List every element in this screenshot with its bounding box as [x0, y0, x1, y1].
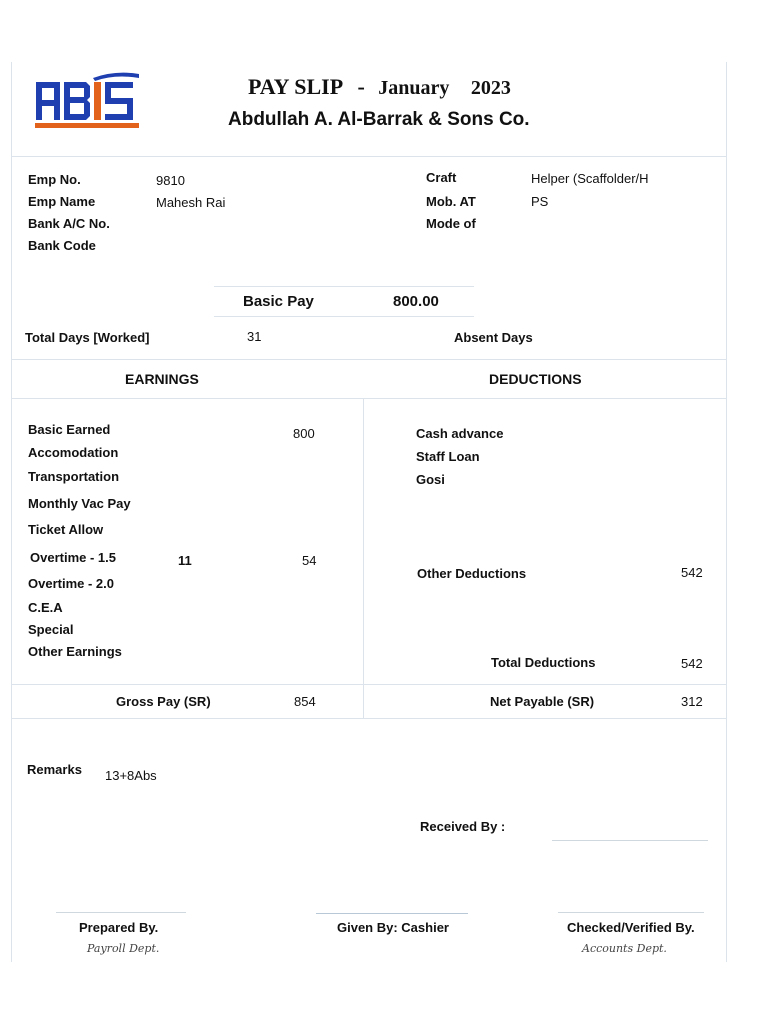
cash-advance-label: Cash advance [416, 426, 504, 441]
overtime-15-label: Overtime - 1.5 [30, 550, 116, 565]
gross-pay-label: Gross Pay (SR) [116, 694, 211, 709]
frame-right-border [726, 62, 727, 962]
net-payable-label: Net Payable (SR) [490, 694, 595, 709]
checked-signature-line [558, 912, 704, 913]
received-by-signature-line [552, 840, 708, 841]
title-dash: - [357, 74, 365, 99]
frame-left-border [11, 62, 12, 962]
staff-loan-label: Staff Loan [416, 449, 480, 464]
overtime-15-hours: 11 [178, 553, 192, 568]
mob-value: PS [531, 194, 549, 209]
company-name: Abdullah A. Al-Barrak & Sons Co. [228, 109, 530, 130]
checked-by-dept: Accounts Dept. [582, 942, 667, 955]
totals-bottom-line [11, 718, 727, 719]
received-by-label: Received By : [420, 819, 506, 834]
emp-name-label: Emp Name [28, 194, 96, 209]
gosi-label: Gosi [416, 472, 445, 487]
net-payable-value: 312 [681, 694, 703, 709]
company-logo [33, 68, 141, 130]
header-divider [11, 156, 727, 157]
title-month: January [378, 77, 450, 99]
prepared-signature-line [56, 912, 186, 913]
given-by-label: Given By: Cashier [337, 920, 449, 935]
accomodation-label: Accomodation [28, 445, 119, 460]
bank-ac-label: Bank A/C No. [28, 216, 110, 231]
other-earnings-label: Other Earnings [28, 644, 122, 659]
heading-bottom-line [11, 398, 727, 399]
days-worked-label: Total Days [Worked] [25, 330, 150, 345]
earnings-heading: EARNINGS [125, 371, 199, 387]
total-deductions-value: 542 [681, 656, 703, 671]
gross-pay-value: 854 [294, 694, 316, 709]
mode-label: Mode of [426, 216, 476, 231]
emp-no-value: 9810 [156, 173, 185, 188]
emp-no-label: Emp No. [28, 172, 81, 187]
other-deductions-label: Other Deductions [417, 566, 527, 581]
basic-pay-value: 800.00 [393, 293, 439, 310]
abis-logo-graphic [33, 68, 141, 130]
prepared-by-label: Prepared By. [79, 920, 159, 935]
emp-name-value: Mahesh Rai [156, 195, 226, 210]
column-divider [363, 398, 364, 718]
basic-bottom-line [214, 316, 474, 317]
monthly-vac-pay-label: Monthly Vac Pay [28, 496, 131, 511]
basic-pay-label: Basic Pay [243, 293, 314, 310]
craft-value: Helper (Scaffolder/H [531, 171, 649, 186]
overtime-15-amount: 54 [302, 553, 317, 568]
basic-earned-label: Basic Earned [28, 422, 111, 437]
checked-by-label: Checked/Verified By. [567, 920, 695, 935]
section-top-line [11, 359, 727, 360]
total-deductions-label: Total Deductions [491, 655, 596, 670]
ticket-allow-label: Ticket Allow [28, 522, 104, 537]
remarks-label: Remarks [27, 762, 82, 777]
absent-days-label: Absent Days [454, 330, 533, 345]
deductions-heading: DEDUCTIONS [489, 371, 582, 387]
basic-top-line [214, 286, 474, 287]
mob-label: Mob. AT [426, 194, 476, 209]
basic-earned-value: 800 [293, 426, 315, 441]
remarks-value: 13+8Abs [105, 768, 157, 783]
days-worked-value: 31 [247, 329, 262, 344]
craft-label: Craft [426, 170, 457, 185]
transportation-label: Transportation [28, 469, 120, 484]
given-signature-line [316, 913, 468, 914]
payslip-title [248, 74, 511, 100]
title-text: PAY SLIP [248, 74, 342, 99]
totals-top-line [11, 684, 727, 685]
prepared-by-dept: Payroll Dept. [87, 942, 160, 955]
title-year: 2023 [470, 77, 511, 99]
cea-label: C.E.A [28, 600, 63, 615]
special-label: Special [28, 622, 74, 637]
bank-code-label: Bank Code [28, 238, 96, 253]
overtime-20-label: Overtime - 2.0 [28, 576, 114, 591]
other-deductions-value: 542 [681, 565, 703, 580]
